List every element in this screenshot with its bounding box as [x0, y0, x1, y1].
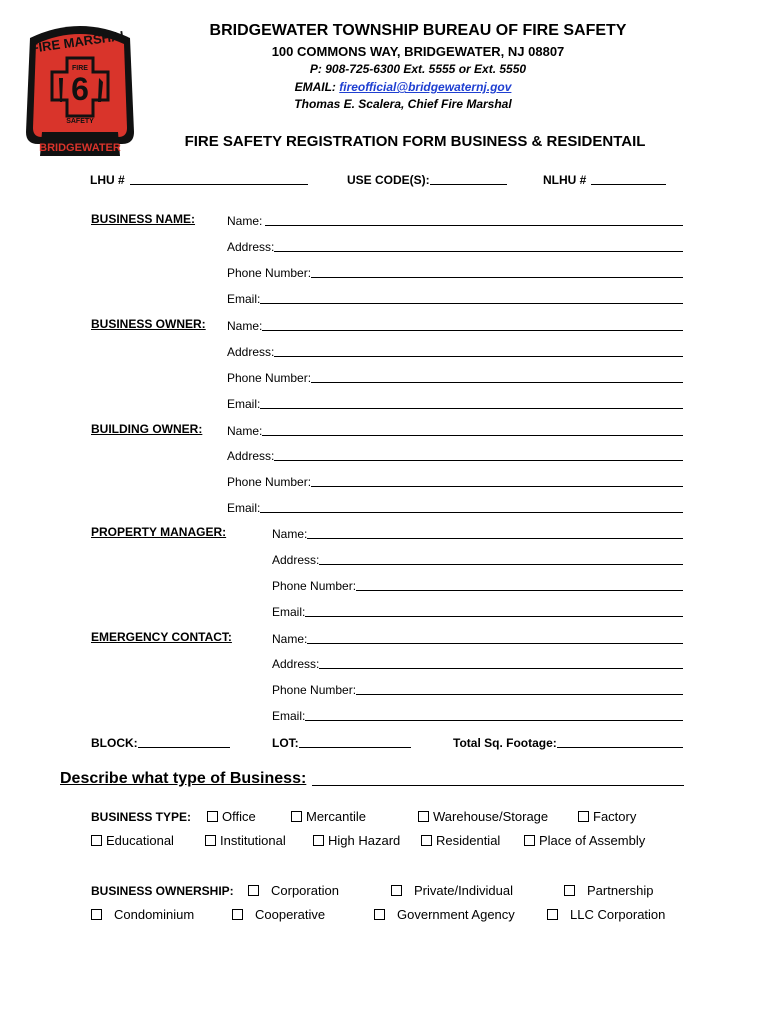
emergency-contact-phone-field[interactable] — [272, 681, 683, 697]
option-label: Institutional — [220, 833, 286, 848]
property-manager-phone-field[interactable] — [272, 577, 683, 593]
field-label: Phone Number: — [227, 475, 312, 489]
option-label: Educational — [106, 833, 174, 848]
building-owner-phone-field[interactable] — [227, 473, 683, 489]
lhu-label: LHU # — [90, 173, 125, 187]
option-office[interactable] — [207, 809, 256, 824]
option-label: Office — [222, 809, 256, 824]
field-label: Email: — [272, 709, 306, 723]
field-label: Phone Number: — [272, 683, 357, 697]
field-label: Email: — [272, 605, 306, 619]
describe-business-label: Describe what type of Business: — [60, 770, 307, 787]
option-condominium[interactable] — [91, 907, 194, 922]
option-label: Condominium — [114, 907, 195, 922]
business-name-field[interactable] — [227, 212, 683, 228]
property-manager-section-label: PROPERTY MANAGER: — [91, 525, 227, 539]
checkbox[interactable] — [374, 909, 385, 920]
option-warehouse-storage[interactable] — [418, 809, 548, 824]
option-label: Warehouse/Storage — [433, 809, 549, 824]
nlhu-label: NLHU # — [543, 173, 587, 187]
sq-footage-label: Total Sq. Footage: — [453, 736, 557, 750]
property-manager-email-field[interactable] — [272, 603, 683, 619]
business-email-field[interactable] — [227, 290, 683, 306]
option-high-hazard[interactable] — [313, 833, 400, 848]
option-label: Government Agency — [397, 907, 515, 922]
field-label: Phone Number: — [227, 371, 312, 385]
field-label: Name: — [227, 424, 263, 438]
option-institutional[interactable] — [205, 833, 286, 848]
option-label: Cooperative — [255, 907, 326, 922]
nlhu-field[interactable] — [543, 171, 666, 187]
building-owner-address-field[interactable] — [227, 447, 683, 463]
lot-label: LOT: — [272, 736, 299, 750]
business-address-field[interactable] — [227, 238, 683, 254]
checkbox[interactable] — [418, 811, 429, 822]
option-label: Corporation — [271, 883, 339, 898]
building-owner-email-field[interactable] — [227, 499, 683, 515]
option-government-agency[interactable] — [374, 907, 515, 922]
option-private-individual[interactable] — [391, 883, 513, 898]
option-label: Place of Assembly — [539, 833, 646, 848]
use-code-field[interactable] — [347, 171, 507, 187]
emergency-contact-email-field[interactable] — [272, 707, 683, 723]
option-label: Residential — [436, 833, 501, 848]
checkbox[interactable] — [291, 811, 302, 822]
email-link[interactable]: fireofficial@bridgewaternj.gov — [339, 80, 512, 94]
property-manager-name-field[interactable] — [272, 525, 683, 541]
property-manager-address-field[interactable] — [272, 551, 683, 567]
field-label: Name: — [272, 632, 308, 646]
sq-footage-field[interactable] — [453, 734, 683, 750]
checkbox[interactable] — [313, 835, 324, 846]
emergency-contact-section-label: EMERGENCY CONTACT: — [91, 630, 232, 644]
checkbox[interactable] — [547, 909, 558, 920]
option-corporation[interactable] — [248, 883, 339, 898]
option-label: LLC Corporation — [570, 907, 666, 922]
emergency-contact-name-field[interactable] — [272, 630, 683, 646]
logo-safety-text: SAFETY — [66, 118, 94, 125]
building-owner-section-label: BUILDING OWNER: — [91, 422, 203, 436]
business-phone-field[interactable] — [227, 264, 683, 280]
logo-fire-text: FIRE — [72, 65, 88, 72]
option-mercantile[interactable] — [291, 809, 366, 824]
checkbox[interactable] — [564, 885, 575, 896]
checkbox[interactable] — [248, 885, 259, 896]
field-label: Email: — [227, 292, 261, 306]
emergency-contact-address-field[interactable] — [272, 655, 683, 671]
field-label: Name: — [227, 319, 263, 333]
chief-name: Thomas E. Scalera, Chief Fire Marshal — [294, 97, 512, 111]
checkbox[interactable] — [578, 811, 589, 822]
field-label: Email: — [227, 501, 261, 515]
building-owner-name-field[interactable] — [227, 422, 683, 438]
business-name-section-label: BUSINESS NAME: — [91, 212, 196, 226]
option-label: Mercantile — [306, 809, 366, 824]
logo-number-text: 6 — [71, 71, 89, 107]
org-address: 100 COMMONS WAY, BRIDGEWATER, NJ 08807 — [271, 44, 565, 59]
block-label: BLOCK: — [91, 736, 138, 750]
org-title: BRIDGEWATER TOWNSHIP BUREAU OF FIRE SAFETY — [209, 22, 627, 39]
checkbox[interactable] — [207, 811, 218, 822]
email-label: EMAIL: — [294, 80, 340, 94]
checkbox[interactable] — [391, 885, 402, 896]
lhu-field[interactable] — [90, 171, 308, 187]
business-type-label: BUSINESS TYPE: — [91, 810, 192, 824]
org-phone: P: 908-725-6300 Ext. 5555 or Ext. 5550 — [309, 62, 527, 76]
field-label: Phone Number: — [272, 579, 357, 593]
describe-business-field[interactable] — [60, 768, 684, 788]
business-owner-address-field[interactable] — [227, 343, 683, 359]
field-label: Email: — [227, 397, 261, 411]
business-owner-section-label: BUSINESS OWNER: — [91, 317, 206, 331]
use-code-label: USE CODE(S): — [347, 173, 430, 187]
field-label: Address: — [272, 657, 320, 671]
option-label: Factory — [593, 809, 637, 824]
field-label: Address: — [227, 240, 275, 254]
option-label: Private/Individual — [414, 883, 513, 898]
field-label: Address: — [227, 449, 275, 463]
option-label: High Hazard — [328, 833, 401, 848]
logo-bridgewater-text: BRIDGEWATER — [39, 142, 121, 154]
checkbox[interactable] — [524, 835, 535, 846]
form-title: FIRE SAFETY REGISTRATION FORM BUSINESS & RESIDENTAIL — [184, 133, 646, 150]
option-factory[interactable] — [578, 809, 636, 824]
org-email-line — [0, 80, 770, 94]
business-owner-phone-field[interactable] — [227, 369, 683, 385]
field-label: Phone Number: — [227, 266, 312, 280]
option-partnership[interactable] — [564, 883, 653, 898]
business-ownership-label: BUSINESS OWNERSHIP: — [91, 884, 234, 898]
option-label: Partnership — [587, 883, 654, 898]
checkbox[interactable] — [205, 835, 216, 846]
logo-fire-marshal-text: FIRE MARSHAL — [29, 27, 130, 56]
option-residential[interactable] — [421, 833, 500, 848]
checkbox[interactable] — [91, 909, 102, 920]
field-label: Name: — [227, 214, 263, 228]
lot-field[interactable] — [272, 734, 411, 750]
business-owner-email-field[interactable] — [227, 395, 683, 411]
checkbox[interactable] — [232, 909, 243, 920]
block-field[interactable] — [91, 734, 230, 750]
option-llc-corporation[interactable] — [547, 907, 665, 922]
checkbox[interactable] — [91, 835, 102, 846]
field-label: Name: — [272, 527, 308, 541]
field-label: Address: — [227, 345, 275, 359]
business-owner-name-field[interactable] — [227, 317, 683, 333]
option-place-of-assembly[interactable] — [524, 833, 645, 848]
option-educational[interactable] — [91, 833, 174, 848]
checkbox[interactable] — [421, 835, 432, 846]
option-cooperative[interactable] — [232, 907, 325, 922]
field-label: Address: — [272, 553, 320, 567]
